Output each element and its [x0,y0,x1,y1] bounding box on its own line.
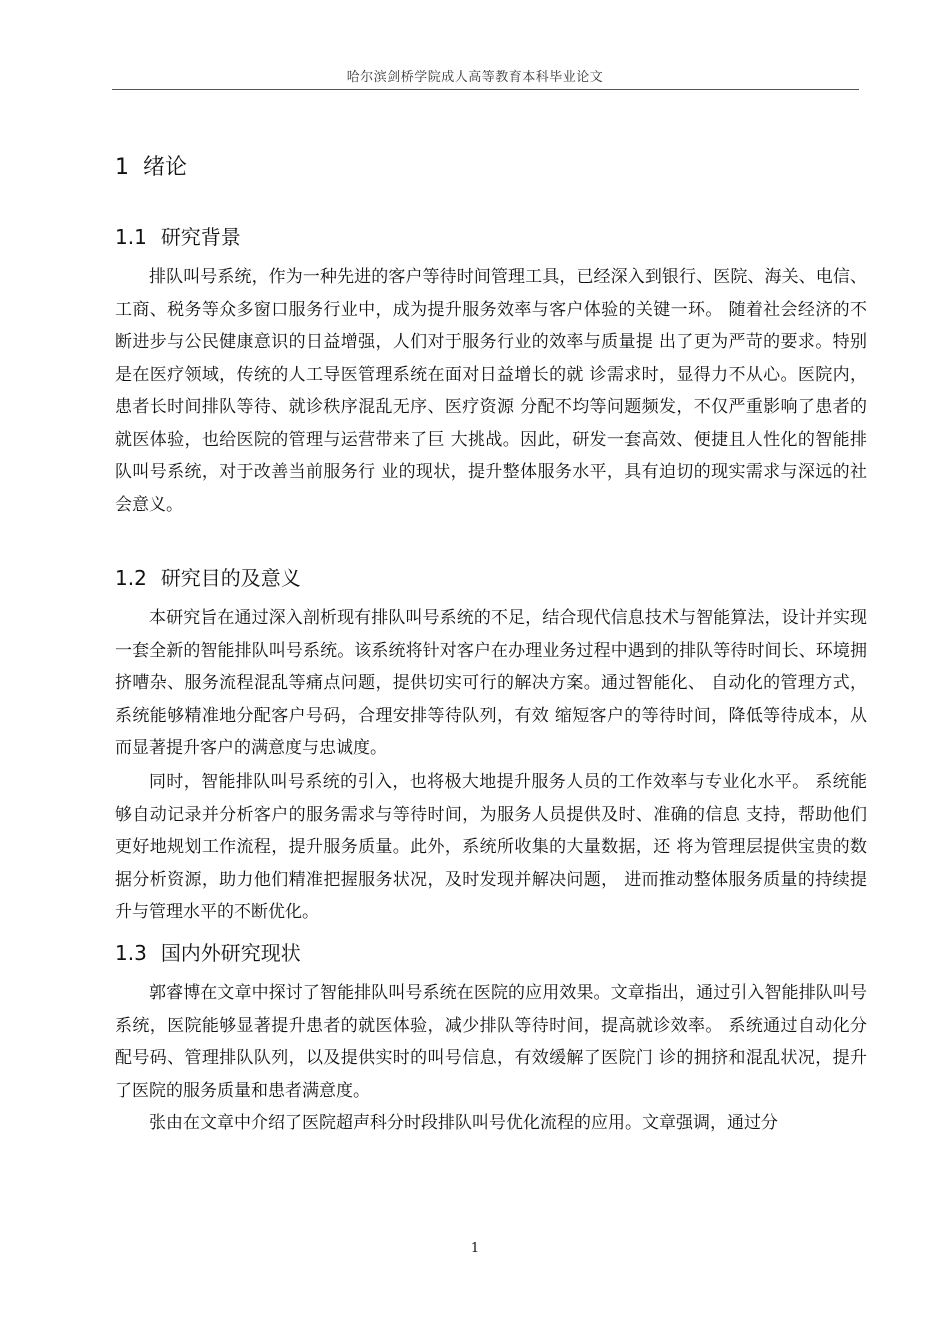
paragraph-literature-zhang: 张由在文章中介绍了医院超声科分时段排队叫号优化流程的应用。文章强调，通过分 [149,1113,778,1133]
section-title: 研究背景 [160,225,241,249]
section-number: 1.3 [115,941,147,965]
section-title: 国内外研究现状 [160,941,301,965]
section-number: 1.2 [115,566,147,590]
paragraph-literature-guo: 郭睿博在文章中探讨了智能排队叫号系统在医院的应用效果。文章指出，通过引入智能排队叫号系统，医院能够显著提升患者的就医体验，减少排队等待时间，提高就诊效率。 系统通过自动化分配号码、管理排队队列，以及提供实时的叫号信息，有效缓解了医院门 诊的拥挤和混乱状况，提升了医院的服务质量和患者满意度。 [115,983,867,1101]
section-heading-1-2 [115,562,301,591]
chapter-title: 绪论 [143,155,188,180]
section-title: 研究目的及意义 [160,566,301,590]
header-divider [112,89,859,90]
paragraph-purpose: 本研究旨在通过深入剖析现有排队叫号系统的不足，结合现代信息技术与智能算法，设计并实现一套全新的智能排队叫号系统。该系统将针对客户在办理业务过程中遇到的排队等待时间长、环境拥挤嘈杂、服务流程混乱等痛点问题，提供切实可行的解决方案。通过智能化、 自动化的管理方式，系统能够精准地分配客户号码，合理安排等待队列，有效 缩短客户的等待时间，降低等待成本，从而显著提升客户的满意度与忠诚度。 [115,608,867,758]
section-number: 1.1 [115,225,147,249]
chapter-number: 1 [115,155,129,180]
page-number: 1 [470,1241,480,1256]
paragraph-background: 排队叫号系统，作为一种先进的客户等待时间管理工具，已经深入到银行、医院、海关、电信、工商、税务等众多窗口服务行业中，成为提升服务效率与客户体验的关键一环。 随着社会经济的不断进步与公民健康意识的日益增强，人们对于服务行业的效率与质量提 出了更为严苛的要求。特别是在医疗领域，传统的人工导医管理系统在面对日益增长的就 诊需求时，显得力不从心。医院内，患者长时间排队等待、就诊秩序混乱无序、医疗资源 分配不均等问题频发，不仅严重影响了患者的就医体验，也给医院的管理与运营带来了巨 大挑战。因此，研发一套高效、便捷且人性化的智能排队叫号系统，对于改善当前服务行 业的现状，提升整体服务水平，具有迫切的现实需求与深远的社会意义。 [115,267,867,515]
section-heading-1-1 [115,221,241,250]
paragraph-significance: 同时，智能排队叫号系统的引入，也将极大地提升服务人员的工作效率与专业化水平。 系统能够自动记录并分析客户的服务需求与等待时间，为服务人员提供及时、准确的信息 支持，帮助他们更好地规划工作流程，提升服务质量。此外，系统所收集的大量数据，还 将为管理层提供宝贵的数据分析资源，助力他们精准把握服务状况，及时发现并解决问题， 进而推动整体服务质量的持续提升与管理水平的不断优化。 [115,772,867,922]
section-heading-1-3 [115,937,301,966]
running-header: 哈尔滨剑桥学院成人高等教育本科毕业论文 [346,70,604,85]
chapter-heading [115,150,187,181]
